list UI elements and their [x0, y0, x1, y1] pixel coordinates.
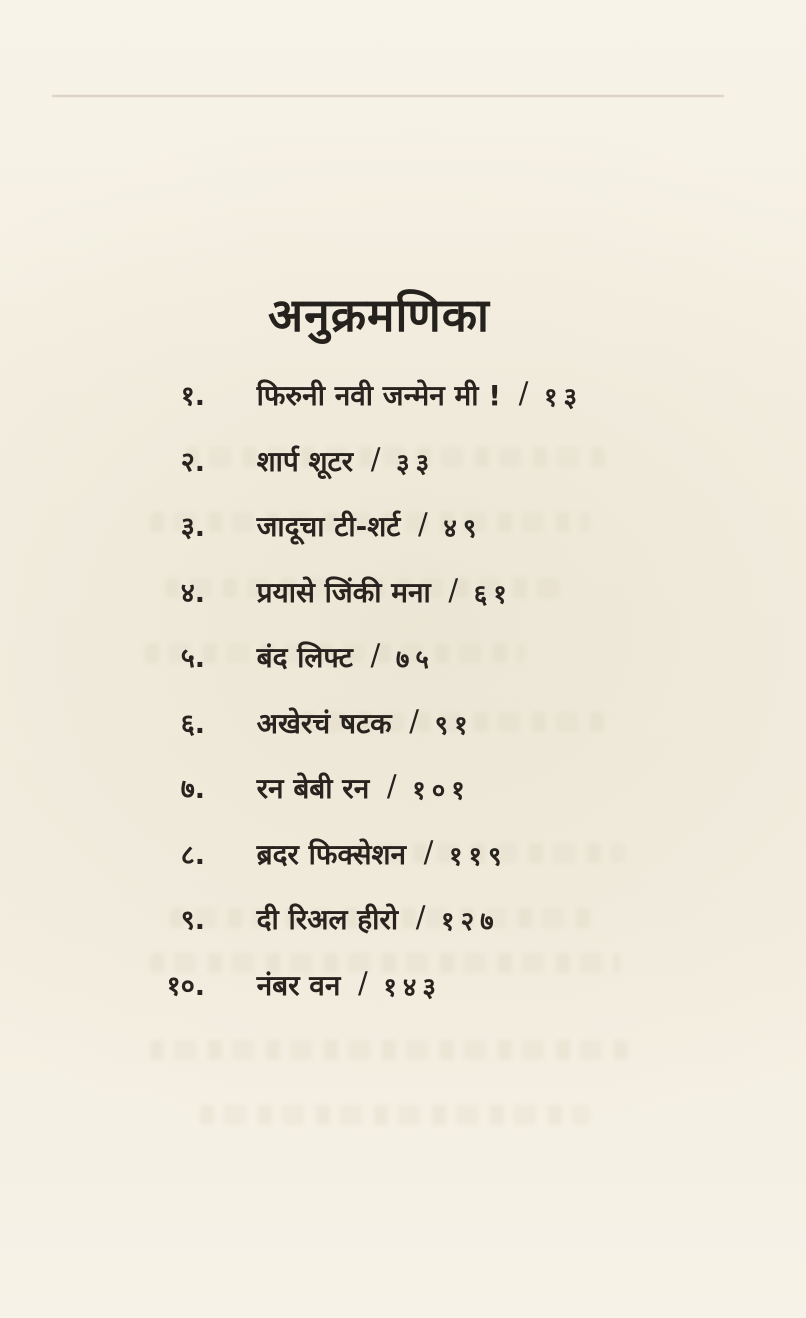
entry-title: रन बेबी रन [256, 772, 370, 805]
entry-separator: / [417, 507, 428, 541]
entry-title: बंद लिफ्ट [256, 641, 353, 674]
entry-number: ९. [180, 905, 205, 936]
toc-entry-4 [0, 573, 806, 639]
entry-title: शार्प शूटर [256, 444, 354, 478]
entry-separator: / [370, 638, 381, 672]
entry-number: ३. [180, 512, 205, 543]
toc-entry-9 [0, 900, 806, 966]
entry-page-number: ११९ [449, 841, 508, 872]
entry-page-number: ४९ [443, 514, 483, 544]
entry-number: १. [180, 381, 205, 412]
entry-number: १०. [166, 970, 205, 1002]
entry-number: ७. [180, 774, 205, 805]
entry-separator: / [518, 376, 529, 410]
toc-entry-6 [0, 704, 806, 770]
entry-separator: / [386, 769, 397, 803]
entry-page-number: ७५ [395, 645, 435, 675]
entry-title: प्रयासे जिंकी मना [256, 575, 431, 609]
table-of-contents [0, 376, 806, 1031]
entry-separator: / [358, 965, 368, 1000]
entry-page-number: १४३ [383, 972, 442, 1003]
toc-entry-2 [0, 442, 806, 508]
toc-entry-1 [0, 376, 806, 442]
entry-number: २. [180, 446, 205, 478]
entry-page-number: ९१ [434, 710, 474, 741]
toc-entry-3 [0, 507, 806, 573]
entry-separator: / [448, 572, 459, 607]
toc-entry-7 [0, 769, 806, 835]
entry-page-number: १३ [543, 383, 584, 413]
entry-page-number: ६१ [473, 579, 513, 610]
entry-title: नंबर वन [256, 968, 341, 1002]
toc-entry-8 [0, 835, 806, 901]
entry-separator: / [409, 703, 420, 738]
entry-number: ४. [180, 577, 205, 609]
toc-entry-5 [0, 638, 806, 704]
entry-title: ब्रदर फिक्सेशन [256, 837, 407, 871]
entry-separator: / [415, 900, 426, 934]
entry-number: ८. [180, 839, 205, 871]
entry-title: फिरुनी नवी जन्मेन मी ! [256, 379, 502, 412]
page-title: अनुक्रमणिका [268, 287, 490, 342]
entry-number: ५. [180, 643, 205, 674]
entry-separator: / [370, 441, 381, 476]
entry-title: जादूचा टी-शर्ट [256, 510, 401, 543]
entry-number: ६. [180, 708, 205, 740]
entry-title: दी रिअल हीरो [256, 903, 399, 936]
entry-page-number: १२७ [441, 907, 500, 937]
scan-artifact-line [52, 95, 724, 97]
entry-page-number: १०१ [412, 776, 471, 806]
entry-page-number: ३३ [396, 448, 436, 479]
entry-separator: / [423, 834, 434, 869]
entry-title: अखेरचं षटक [256, 706, 392, 740]
toc-entry-10 [0, 966, 806, 1032]
